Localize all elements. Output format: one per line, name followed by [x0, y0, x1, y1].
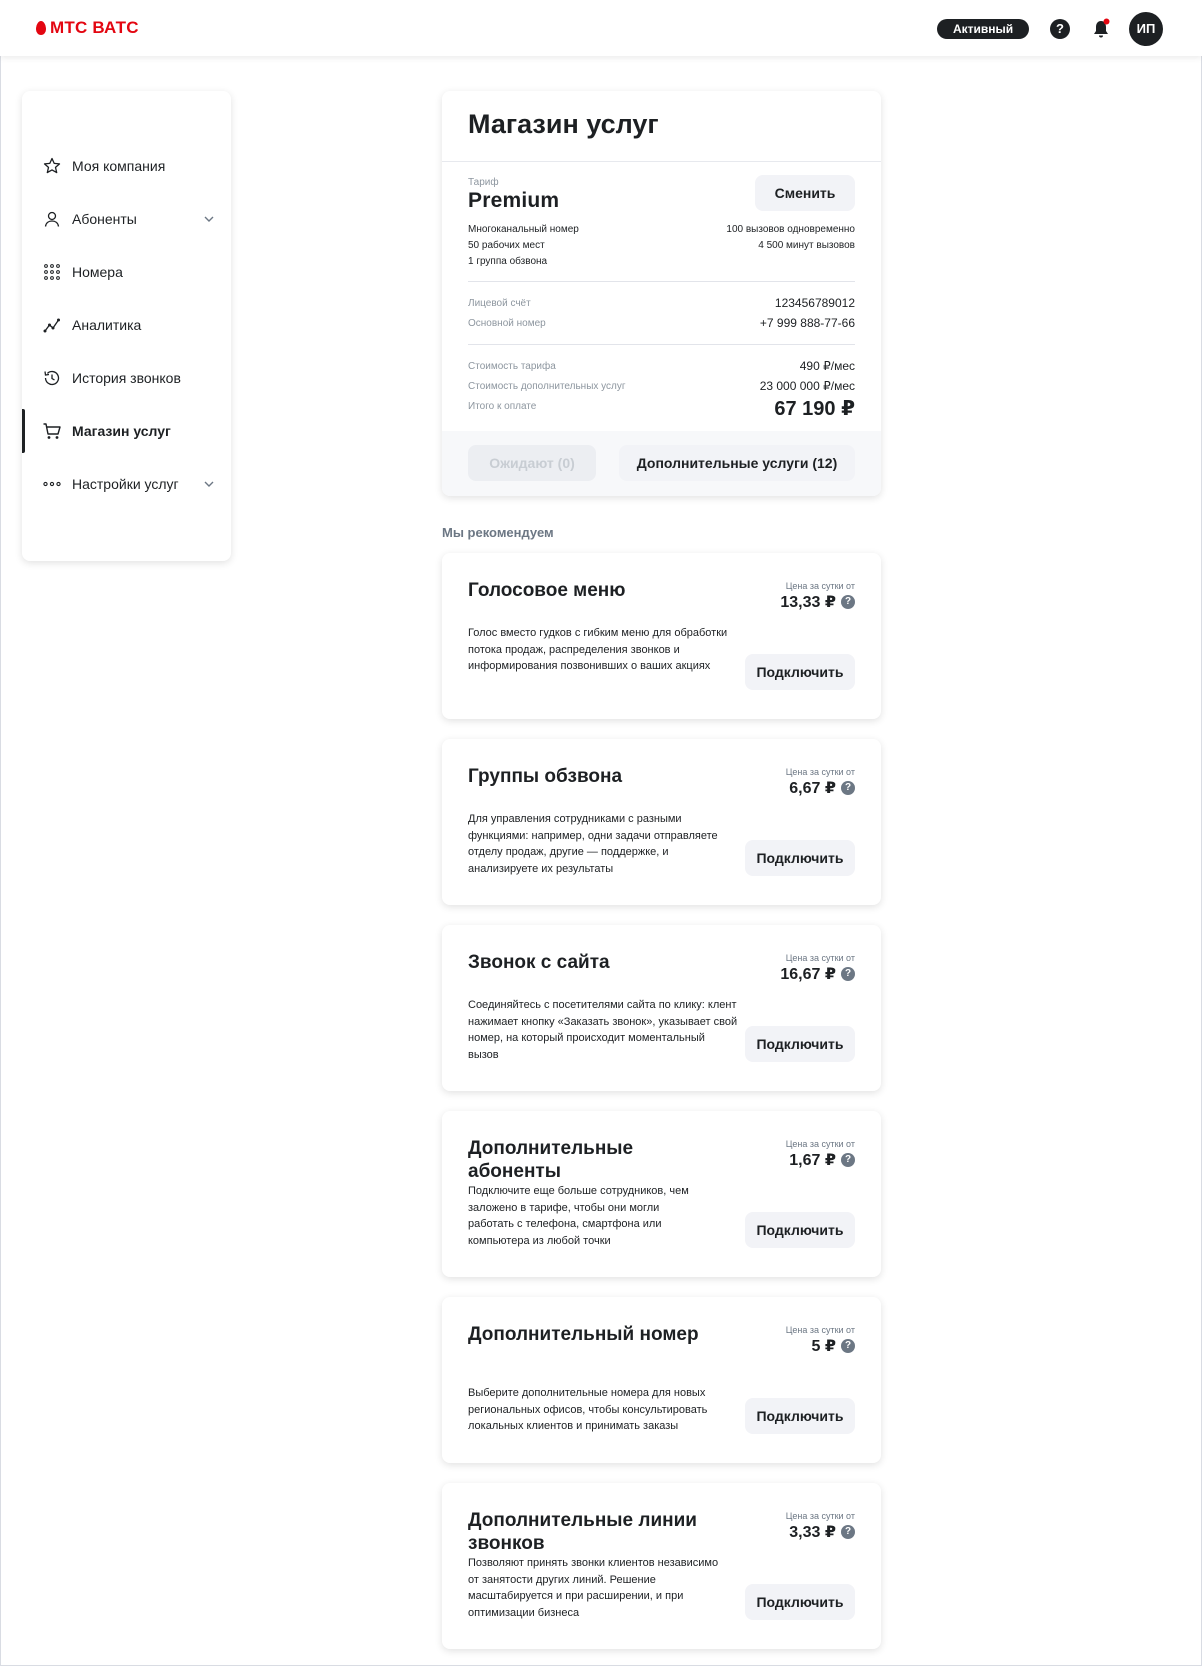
service-description: Голос вместо гудков с гибким меню для обработки потока продаж, распределения звонков и информирования позвонивших о ваших акциях [468, 627, 728, 672]
sidebar-item-label: Моя компания [72, 158, 166, 174]
user-icon [42, 209, 62, 229]
price-caption: Цена за сутки от [785, 1139, 855, 1149]
sidebar-item-subscribers[interactable] [22, 197, 231, 241]
cart-icon [42, 421, 62, 441]
tariff-cost-label: Стоимость тарифа [468, 361, 556, 372]
main-number-label: Основной номер [468, 318, 546, 329]
price-value [789, 1150, 855, 1170]
price-caption: Цена за сутки от [785, 1511, 855, 1521]
extra-cost-value: 23 000 000 ₽/мес [759, 379, 855, 393]
service-title: Группы обзвона [468, 766, 623, 787]
price-amount: 5 ₽ [811, 1338, 836, 1355]
service-card [442, 925, 881, 1091]
service-title: Голосовое меню [468, 580, 626, 601]
chevron-down-icon[interactable] [202, 477, 216, 491]
connect-button[interactable]: Подключить [745, 1026, 855, 1062]
price-amount: 16,67 ₽ [780, 966, 836, 983]
service-description: Для управления сотрудниками с разными функциями: например, одни задачи отправляете отделу продаж, другие — поддержке, и анализируете их результаты [468, 813, 718, 875]
divider [468, 281, 855, 282]
service-description: Позволяют принять звонки клиентов независимо от занятости других линий. Решение масштабируется и при расширении, и при оптимизации бизнеса [468, 1557, 719, 1619]
service-card [442, 553, 881, 719]
sidebar-item-label: Магазин услуг [72, 423, 171, 439]
service-title: Дополнительные линии звонков [468, 1510, 697, 1554]
question-icon[interactable]: ? [841, 595, 855, 609]
star-icon [42, 156, 62, 176]
feature-right: 4 500 минут вызовов [758, 240, 855, 251]
tariff-caption: Тариф [468, 177, 499, 188]
tariff-name: Premium [468, 189, 560, 212]
status-badge[interactable]: Активный [937, 19, 1029, 39]
service-title: Звонок с сайта [468, 952, 610, 973]
price-amount: 13,33 ₽ [780, 594, 836, 611]
sidebar-item-label: Настройки услуг [72, 476, 179, 492]
service-card [442, 1297, 881, 1463]
tariff-cost-value: 490 ₽/мес [799, 359, 855, 373]
history-icon [42, 368, 62, 388]
price-value [780, 592, 855, 612]
extra-services-button[interactable]: Дополнительные услуги (12) [619, 445, 855, 481]
total-value: 67 190 ₽ [774, 398, 855, 420]
price-value [780, 964, 855, 984]
connect-button[interactable]: Подключить [745, 1212, 855, 1248]
chevron-down-icon[interactable] [202, 212, 216, 226]
sidebar-item-label: Абоненты [72, 211, 137, 227]
main-number-value: +7 999 888-77-66 [759, 316, 855, 330]
price-value [789, 778, 855, 798]
sidebar-item-company[interactable] [22, 144, 231, 188]
feature-left: Многоканальный номер [468, 224, 579, 235]
service-description: Выберите дополнительные номера для новых региональных офисов, чтобы консультировать локальных клиентов и принимать заказы [468, 1387, 708, 1432]
connect-button[interactable]: Подключить [745, 654, 855, 690]
sidebar-item-service-settings[interactable] [22, 462, 231, 506]
page-title: Магазин услуг [468, 109, 659, 139]
feature-right: 100 вызовов одновременно [726, 224, 855, 235]
pending-button[interactable]: Ожидают (0) [468, 445, 596, 481]
service-title: Дополнительные абоненты [468, 1138, 634, 1182]
connect-button[interactable]: Подключить [745, 1398, 855, 1434]
price-caption: Цена за сутки от [785, 581, 855, 591]
question-icon[interactable]: ? [841, 1525, 855, 1539]
price-value [789, 1522, 855, 1542]
dialpad-icon [42, 262, 62, 282]
dots-icon [42, 474, 62, 494]
service-card [442, 1483, 881, 1649]
price-caption: Цена за сутки от [785, 953, 855, 963]
question-icon[interactable]: ? [841, 781, 855, 795]
avatar[interactable]: ИП [1129, 12, 1163, 46]
recommend-heading: Мы рекомендуем [442, 525, 554, 540]
service-description: Подключите еще больше сотрудников, чем заложено в тарифе, чтобы они могли работать с телефона, смартфона или компьютера из любой точки [468, 1185, 689, 1247]
price-caption: Цена за сутки от [785, 1325, 855, 1335]
sidebar-item-call-history[interactable] [22, 356, 231, 400]
service-card [442, 739, 881, 905]
service-title: Дополнительный номер [468, 1324, 699, 1345]
account-value: 123456789012 [774, 296, 855, 310]
sidebar-item-label: Номера [72, 264, 123, 280]
help-icon[interactable]: ? [1050, 19, 1070, 39]
divider [468, 344, 855, 345]
logo-text: МТС ВАТС [50, 18, 139, 37]
sidebar-item-label: История звонков [72, 370, 181, 386]
price-amount: 6,67 ₽ [789, 780, 836, 797]
question-icon[interactable]: ? [841, 1339, 855, 1353]
top-bar [0, 0, 1202, 56]
feature-left: 50 рабочих мест [468, 240, 545, 251]
service-description: Соединяйтесь с посетителями сайта по клику: клент нажимает кнопку «Заказать звонок», указывает свой номер, на который происходит моментальный вызов [468, 999, 738, 1061]
service-card [442, 1111, 881, 1277]
account-label: Лицевой счёт [468, 298, 531, 309]
feature-left: 1 группа обзвона [468, 256, 548, 267]
tariff-card [442, 91, 881, 496]
total-label: Итого к оплате [468, 401, 537, 412]
sidebar-item-label: Аналитика [72, 317, 142, 333]
connect-button[interactable]: Подключить [745, 840, 855, 876]
divider [442, 161, 881, 162]
logo[interactable] [36, 18, 139, 38]
sidebar [22, 91, 231, 561]
change-tariff-button[interactable]: Сменить [755, 175, 855, 211]
bell-icon[interactable] [1091, 18, 1111, 40]
sidebar-item-analytics[interactable] [22, 303, 231, 347]
connect-button[interactable]: Подключить [745, 1584, 855, 1620]
question-icon[interactable]: ? [841, 1153, 855, 1167]
question-icon[interactable]: ? [841, 967, 855, 981]
price-value [812, 1336, 855, 1356]
sidebar-item-store[interactable] [22, 409, 231, 453]
price-amount: 1,67 ₽ [789, 1152, 836, 1169]
analytics-icon [42, 315, 62, 335]
sidebar-item-numbers[interactable] [22, 250, 231, 294]
mts-egg-icon [36, 21, 46, 35]
price-caption: Цена за сутки от [785, 767, 855, 777]
price-amount: 3,33 ₽ [789, 1524, 836, 1541]
extra-cost-label: Стоимость дополнительных услуг [468, 381, 626, 392]
